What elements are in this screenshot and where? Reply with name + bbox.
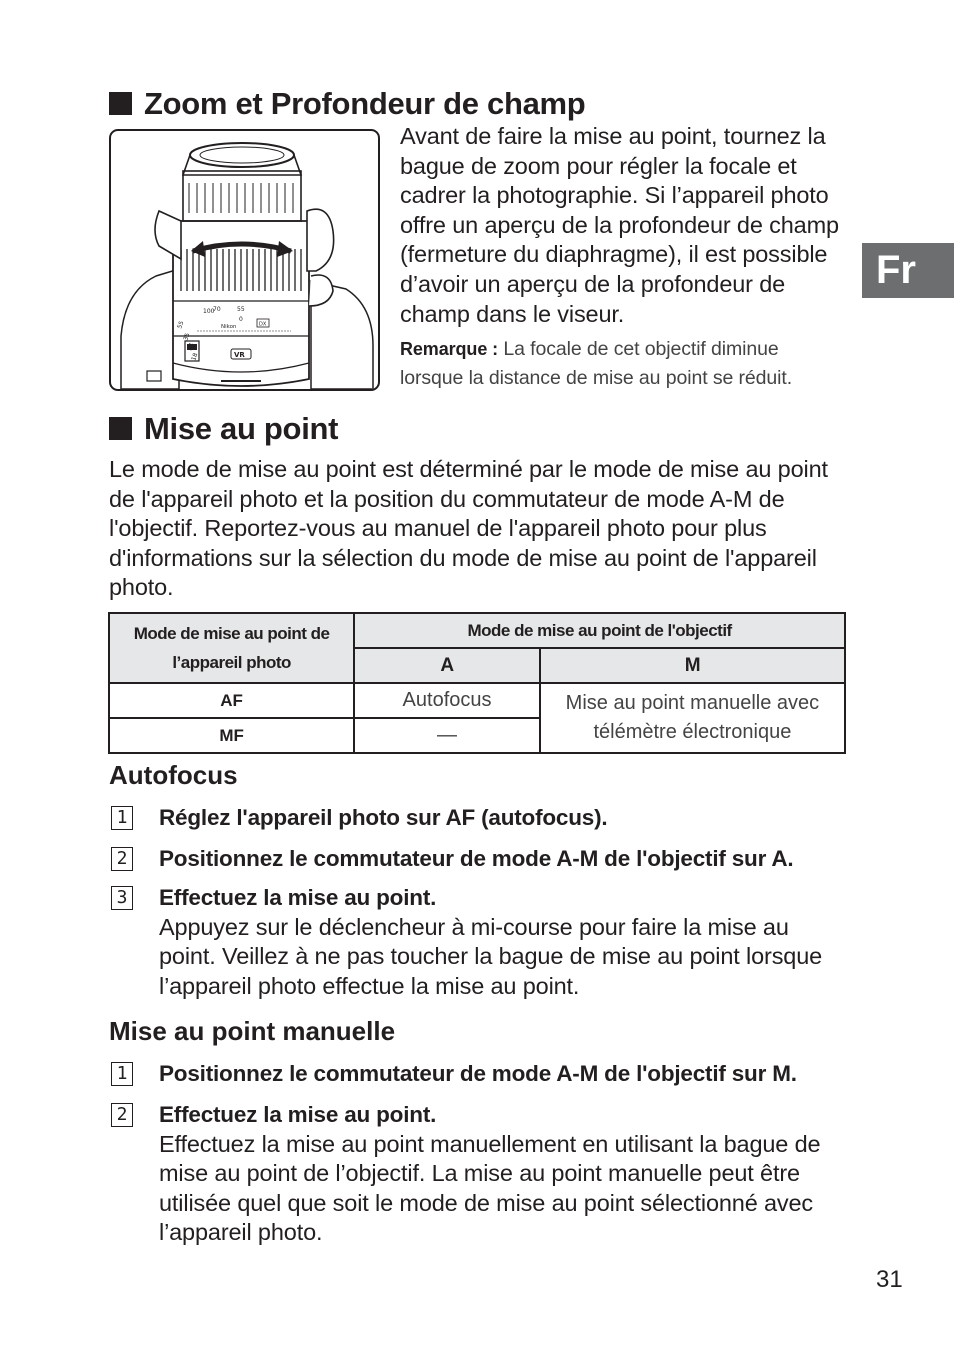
page-number: 31	[876, 1266, 903, 1293]
m-value-line1: Mise au point manuelle avec	[565, 692, 820, 714]
autofocus-step-1	[159, 803, 607, 833]
autofocus-step-2-number: 2	[111, 847, 133, 871]
manual-step-1	[159, 1059, 797, 1089]
language-tab: Fr	[862, 243, 954, 298]
focus-mode-table	[108, 612, 846, 754]
manual-focus-heading: Mise au point manuelle	[109, 1016, 396, 1046]
zoom-note	[400, 335, 846, 392]
zoom-ring-ridges	[181, 249, 301, 291]
row-af-a-value: Autofocus	[354, 683, 540, 718]
autofocus-step-3-text: Effectuez la mise au point.	[159, 885, 437, 910]
ring-number-4: 0	[239, 316, 243, 323]
manual-step-1-text: Positionnez le commutateur de mode A-M de l'objectif sur M.	[159, 1061, 797, 1086]
m-value-cell	[540, 683, 845, 753]
zoom-mark-4: 18	[190, 352, 200, 362]
lens-illustration	[109, 129, 380, 391]
note-text: La focale de cet objectif diminue lorsque la distance de mise au point se réduit.	[400, 338, 793, 389]
autofocus-step-3-number: 3	[111, 886, 133, 910]
autofocus-step-3-detail: Appuyez sur le déclencheur à mi-course pour faire la mise au point. Veillez à ne pas toucher la bague de mise au point lorsque l’appareil photo effectue la mise au point.	[159, 913, 823, 999]
focus-section-heading	[109, 411, 338, 447]
autofocus-step-1-number: 1	[111, 806, 133, 830]
manual-step-2-text: Effectuez la mise au point.	[159, 1102, 437, 1127]
autofocus-step-2-text: Positionnez le commutateur de mode A-M de l'objectif sur A.	[159, 846, 794, 871]
ring-number-1: 100	[203, 308, 215, 315]
lens-brand: Nikon	[221, 324, 237, 330]
manual-step-2	[159, 1100, 849, 1248]
focus-ring-ridges	[189, 183, 293, 213]
column-m-header: M	[540, 648, 845, 683]
note-label: Remarque :	[400, 339, 499, 359]
manual-step-2-detail: Effectuez la mise au point manuellement en utilisant la bague de mise au point de l’objectif. La mise au point manuelle peut être utilisée quel que soit le mode de mise au point sélectionné avec l’appareil photo.	[159, 1130, 821, 1246]
row-mf-a-value: —	[354, 718, 540, 753]
camera-mode-header-line2: l’appareil photo	[172, 653, 291, 672]
autofocus-step-1-text: Réglez l'appareil photo sur AF (autofocus).	[159, 805, 608, 830]
camera-mode-header-line1: Mode de mise au point de	[133, 624, 330, 643]
row-mf-label: MF	[109, 718, 354, 753]
manual-step-1-number: 1	[111, 1062, 133, 1086]
dx-badge: DX	[259, 321, 267, 328]
autofocus-step-2	[159, 844, 793, 874]
zoom-section-body: Avant de faire la mise au point, tournez la bague de zoom pour régler la focale et cadrer la photographie. Si l’appareil photo offre un aperçu de la profondeur de champ (fermeture du diaphragme), il est possible d’avoir un aperçu de la profondeur de champ dans le viseur.	[400, 123, 839, 327]
vr-badge: VR	[234, 351, 245, 359]
m-value-line2: télémètre électronique	[593, 721, 792, 743]
manual-step-2-number: 2	[111, 1103, 133, 1127]
row-af-label: AF	[109, 683, 354, 718]
autofocus-step-3	[159, 883, 849, 1001]
ring-number-3: 55	[237, 306, 245, 313]
heading-square-icon	[109, 417, 132, 440]
autofocus-heading: Autofocus	[109, 760, 238, 790]
column-a-header: A	[354, 648, 540, 683]
focus-section-body: Le mode de mise au point est déterminé par le mode de mise au point de l'appareil photo et la position du commutateur de mode A-M de l'objectif. Reportez-vous au manuel de l'appareil photo pour plus d'informations sur la sélection du mode de mise au point de l'appareil photo.	[109, 456, 828, 601]
lens-drawing	[111, 131, 378, 389]
zoom-section-title: Zoom et Profondeur de champ	[144, 86, 586, 121]
lens-mode-header: Mode de mise au point de l'objectif	[354, 613, 845, 648]
zoom-mark-1: 55	[176, 320, 186, 330]
heading-square-icon	[109, 92, 132, 115]
zoom-mark-2: 35	[182, 332, 192, 342]
zoom-section-heading	[109, 86, 585, 122]
camera-mode-header	[109, 613, 354, 683]
focus-section-title: Mise au point	[144, 411, 339, 446]
ring-number-2: 70	[213, 306, 221, 313]
